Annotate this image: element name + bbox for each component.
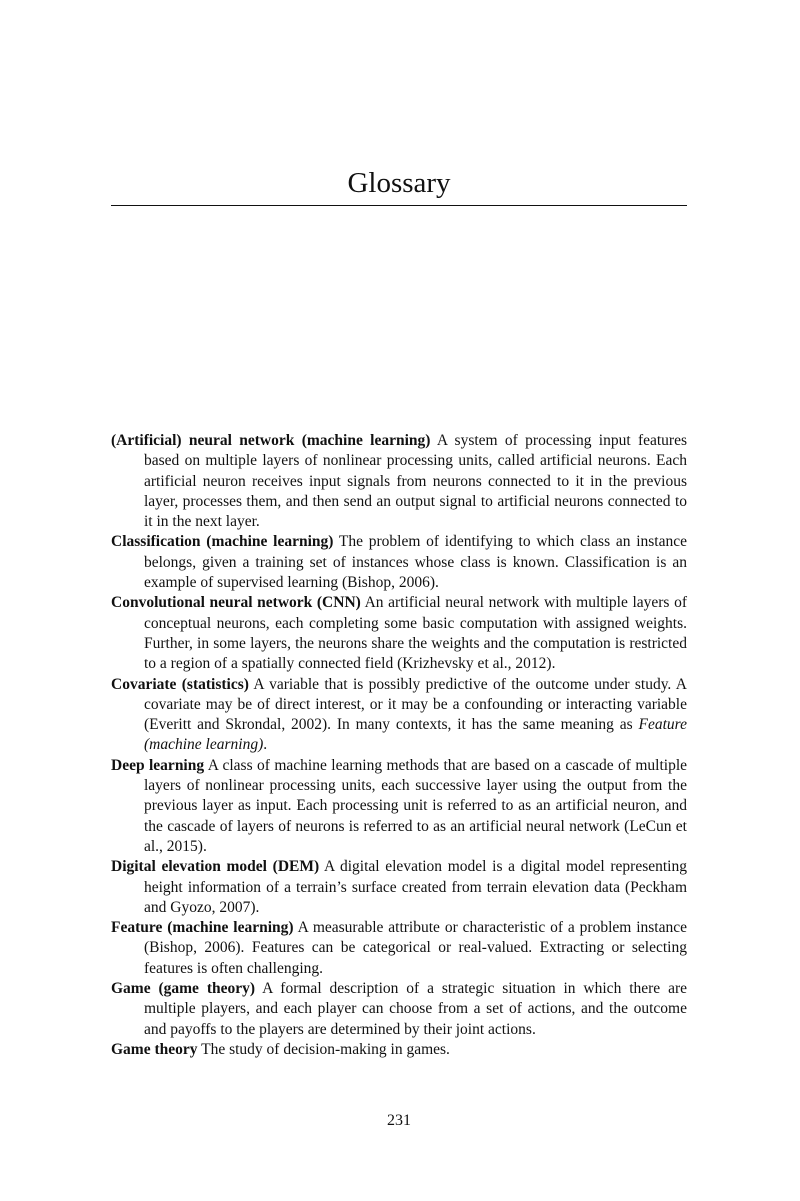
glossary-list: [111, 431, 687, 1060]
glossary-term: Classification (machine learning): [111, 533, 334, 551]
glossary-entry: [111, 431, 687, 532]
cross-reference: Feature (machine learning): [144, 716, 687, 754]
glossary-term: (Artificial) neural network (machine learning): [111, 432, 431, 449]
glossary-entry: [111, 756, 687, 857]
glossary-definition: A system of processing input features based on multiple layers of nonlinear processing units, called artificial neurons. Each artificial neuron receives input signals from neurons connected to it in the previous layer, processes them, and then send an output signal to artificial neurons connected to it in the next layer.: [144, 432, 687, 531]
glossary-entry: [111, 675, 687, 756]
glossary-entry: [111, 918, 687, 979]
glossary-definition: A class of machine learning methods that are based on a cascade of multiple layers of nonlinear processing units, each successive layer using the output from the previous layer as input. Each processing unit is referred to as an artificial neuron, and the cascade of layers of neurons is referred to as an artificial neural network (LeCun et al., 2015).: [144, 756, 688, 855]
glossary-entry: [111, 979, 687, 1040]
glossary-entry: [111, 857, 687, 918]
glossary-term: Feature (machine learning): [111, 919, 294, 937]
glossary-entry: [111, 532, 687, 593]
glossary-term: Convolutional neural network (CNN): [111, 594, 361, 612]
glossary-term: Covariate (statistics): [111, 675, 249, 693]
glossary-term: Deep learning: [111, 756, 205, 774]
glossary-term: Game theory: [111, 1040, 198, 1058]
glossary-definition: A measurable attribute or characteristic of a problem instance (Bishop, 2006). Features can be categorical or real-valued. Extracting or selecting features is often challenging.: [144, 919, 688, 977]
glossary-entry: [111, 1040, 687, 1060]
title-rule: [111, 205, 687, 206]
definition-end: .: [263, 736, 268, 754]
glossary-definition: A formal description of a strategic situation in which there are multiple players, and each player can choose from a set of actions, and the outcome and payoffs to the players are determined by their joint actions.: [144, 980, 687, 1038]
glossary-definition: The study of decision-making in games.: [201, 1040, 450, 1058]
glossary-definition: A digital elevation model is a digital model representing height information of a terrain’s surface created from terrain elevation data (Peckham and Gyozo, 2007).: [144, 858, 687, 916]
chapter-title: Glossary: [347, 167, 451, 199]
glossary-definition: A variable that is possibly predictive of the outcome under study. A covariate may be of direct interest, or it may be a confounding or interacting variable (Everitt and Skrondal, 2002). In many contexts, it has the same meaning as: [144, 675, 687, 734]
glossary-definition: An artificial neural network with multiple layers of conceptual neurons, each completing some basic computation with assigned weights. Further, in some layers, the neurons share the weights and the computation is restricted to a region of a spatially connected field (Krizhevsky et al., 2012).: [144, 594, 687, 673]
glossary-term: Digital elevation model (DEM): [111, 858, 320, 876]
glossary-entry: [111, 593, 687, 674]
glossary-definition: The problem of identifying to which class an instance belongs, given a training set of instances whose class is known. Classification is an example of supervised learning (Bishop, 2006).: [144, 533, 687, 592]
page-number: 231: [387, 1112, 411, 1129]
glossary-term: Game (game theory): [111, 980, 256, 998]
